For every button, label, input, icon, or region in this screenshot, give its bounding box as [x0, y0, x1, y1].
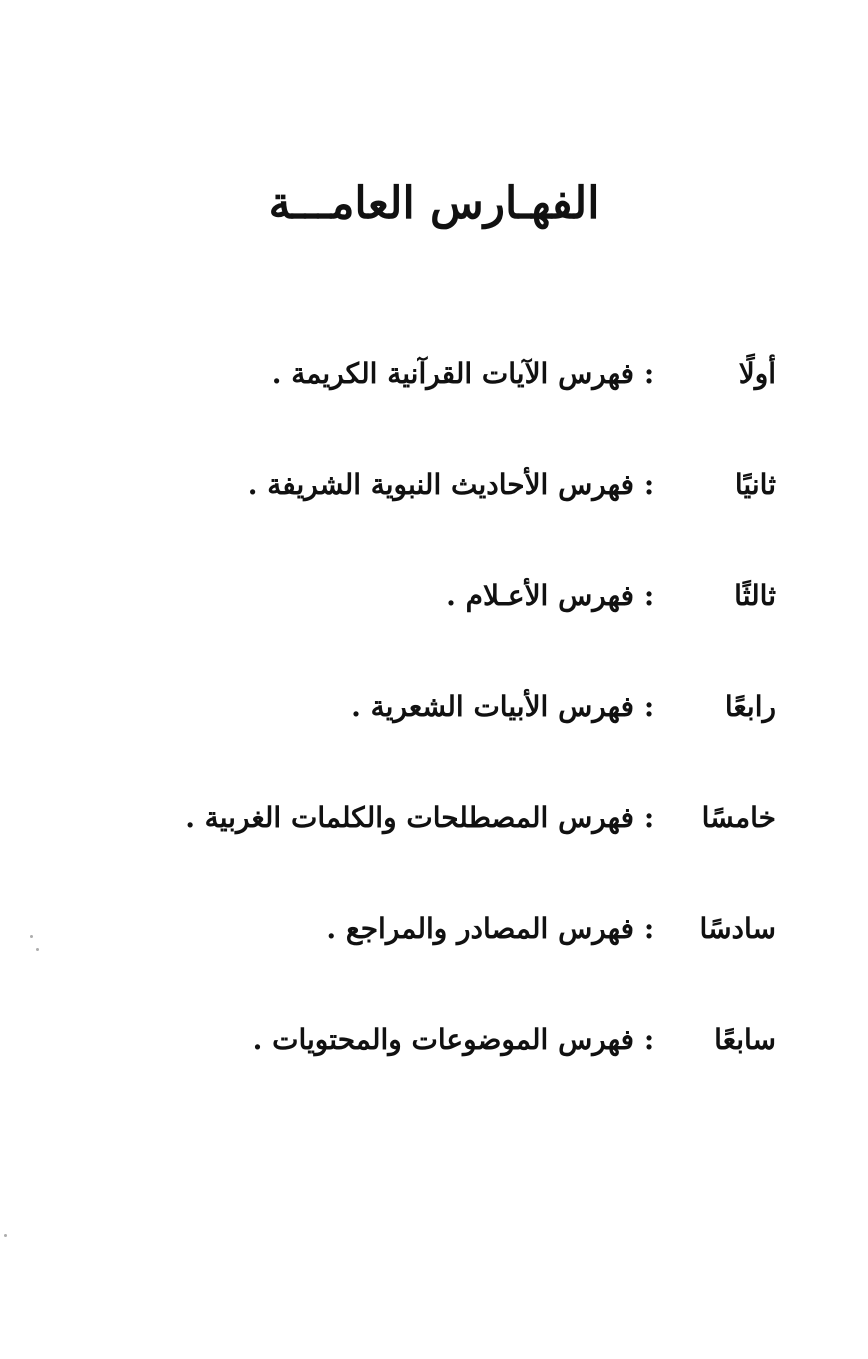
list-item-ordinal: ثالثًا	[734, 579, 776, 612]
list-item-separator: :	[643, 912, 655, 945]
list-item-separator: :	[643, 801, 655, 834]
list-item-ordinal: ثانيًا	[734, 468, 776, 501]
list-item-separator: :	[643, 1023, 655, 1056]
list-item-ordinal: خامسًا	[701, 801, 776, 834]
list-item-label: فهرس الآيات القرآنية الكريمة .	[271, 357, 634, 390]
general-indexes-list	[76, 318, 776, 1095]
list-item-ordinal: رابعًا	[724, 690, 776, 723]
scan-speck	[30, 935, 33, 938]
list-item	[76, 873, 776, 984]
list-item	[76, 651, 776, 762]
list-item-label: فهرس الأعـلام .	[446, 579, 634, 612]
list-item-label: فهرس الأحاديث النبوية الشريفة .	[247, 468, 634, 501]
list-item	[76, 762, 776, 873]
list-item-separator: :	[643, 579, 655, 612]
list-item-separator: :	[643, 690, 655, 723]
list-item-label: فهرس الموضوعات والمحتويات .	[252, 1023, 634, 1056]
scan-speck	[4, 1234, 7, 1237]
list-item-ordinal: أولًا	[738, 357, 776, 390]
list-item	[76, 984, 776, 1095]
list-item-label: فهرس الأبيات الشعرية .	[351, 690, 634, 723]
list-item-label: فهرس المصطلحات والكلمات الغربية .	[185, 801, 634, 834]
list-item-separator: :	[643, 357, 655, 390]
list-item-ordinal: سابعًا	[714, 1023, 776, 1056]
list-item	[76, 429, 776, 540]
list-item-label: فهرس المصادر والمراجع .	[326, 912, 634, 945]
list-item	[76, 318, 776, 429]
list-item	[76, 540, 776, 651]
list-item-separator: :	[643, 468, 655, 501]
page-title: الفهـارس العامـــة	[268, 178, 600, 229]
list-item-ordinal: سادسًا	[699, 912, 776, 945]
scan-speck	[36, 948, 39, 951]
